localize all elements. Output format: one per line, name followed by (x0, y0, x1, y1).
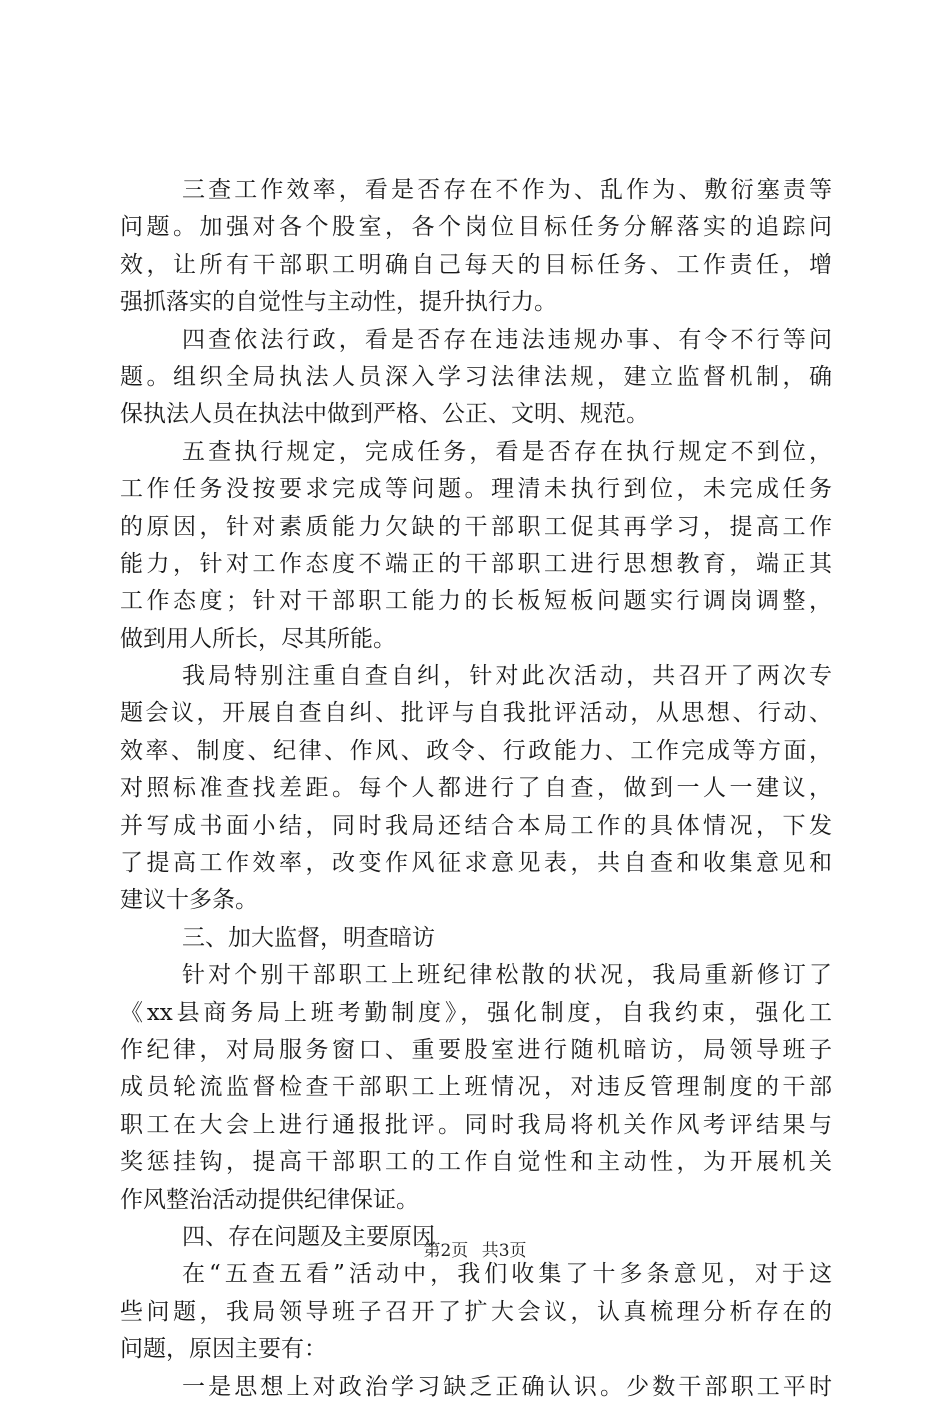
text-line: 在“五查五看”活动中，我们收集了十多条意见，对于这 (182, 1261, 832, 1288)
text-line: 建议十多条。 (120, 887, 258, 914)
text-line: 奖惩挂钩，提高干部职工的工作自觉性和主动性，为开展机关 (120, 1149, 832, 1176)
text-line: 《xx县商务局上班考勤制度》，强化制度，自我约束，强化工 (120, 999, 832, 1026)
text-line: 问题。加强对各个股室，各个岗位目标任务分解落实的追踪问 (120, 214, 832, 241)
text-line: 能力，针对工作态度不端正的干部职工进行思想教育，端正其 (120, 550, 832, 577)
text-line: 三查工作效率，看是否存在不作为、乱作为、敷衍塞责等 (182, 177, 832, 203)
text-line: 些问题，我局领导班子召开了扩大会议，认真梳理分析存在的 (120, 1298, 832, 1325)
text-line: 一是思想上对政治学习缺乏正确认识。少数干部职工平时 (182, 1373, 832, 1400)
text-line: 工作态度；针对干部职工能力的长板短板问题实行调岗调整， (120, 588, 832, 615)
text-line: 工作任务没按要求完成等问题。理清未执行到位，未完成任务 (120, 476, 832, 503)
text-line: 作纪律，对局服务窗口、重要股室进行随机暗访，局领导班子 (120, 1036, 832, 1063)
page-total: 共3页 (481, 1241, 527, 1261)
text-line: 题。组织全局执法人员深入学习法律法规，建立监督机制，确 (120, 363, 832, 390)
text-line: 保执法人员在执法中做到严格、公正、文明、规范。 (120, 401, 649, 428)
text-line: 的原因，针对素质能力欠缺的干部职工促其再学习，提高工作 (120, 513, 832, 540)
text-line: 三、加大监督，明查暗访 (182, 924, 435, 951)
text-line: 了提高工作效率，改变作风征求意见表，共自查和收集意见和 (120, 850, 832, 877)
text-line: 四、存在问题及主要原因 (182, 1223, 435, 1250)
text-line: 题会议，开展自查自纠、批评与自我批评活动，从思想、行动、 (120, 700, 832, 727)
text-line: 效，让所有干部职工明确自己每天的目标任务、工作责任，增 (120, 251, 832, 278)
text-line: 五查执行规定，完成任务，看是否存在执行规定不到位， (182, 438, 832, 465)
text-line: 我局特别注重自查自纠，针对此次活动，共召开了两次专 (182, 663, 832, 690)
text-line: 四查依法行政，看是否存在违法违规办事、有令不行等问 (182, 326, 832, 353)
text-line: 针对个别干部职工上班纪律松散的状况，我局重新修订了 (182, 962, 832, 989)
page-number: 第2页 (423, 1241, 469, 1261)
text-line: 并写成书面小结，同时我局还结合本局工作的具体情况，下发 (120, 812, 832, 839)
text-line: 问题，原因主要有： (120, 1336, 327, 1363)
text-line: 成员轮流监督检查干部职工上班情况，对违反管理制度的干部 (120, 1074, 832, 1101)
text-line: 效率、制度、纪律、作风、政令、行政能力、工作完成等方面， (120, 737, 832, 764)
text-line: 作风整治活动提供纪律保证。 (120, 1186, 419, 1213)
document-body (120, 172, 832, 1406)
page-footer (0, 1240, 950, 1262)
text-line: 做到用人所长，尽其所能。 (120, 625, 396, 652)
text-line: 强抓落实的自觉性与主动性，提升执行力。 (120, 289, 557, 316)
text-line: 职工在大会上进行通报批评。同时我局将机关作风考评结果与 (120, 1111, 832, 1138)
text-line: 对照标准查找差距。每个人都进行了自查，做到一人一建议， (120, 775, 832, 802)
